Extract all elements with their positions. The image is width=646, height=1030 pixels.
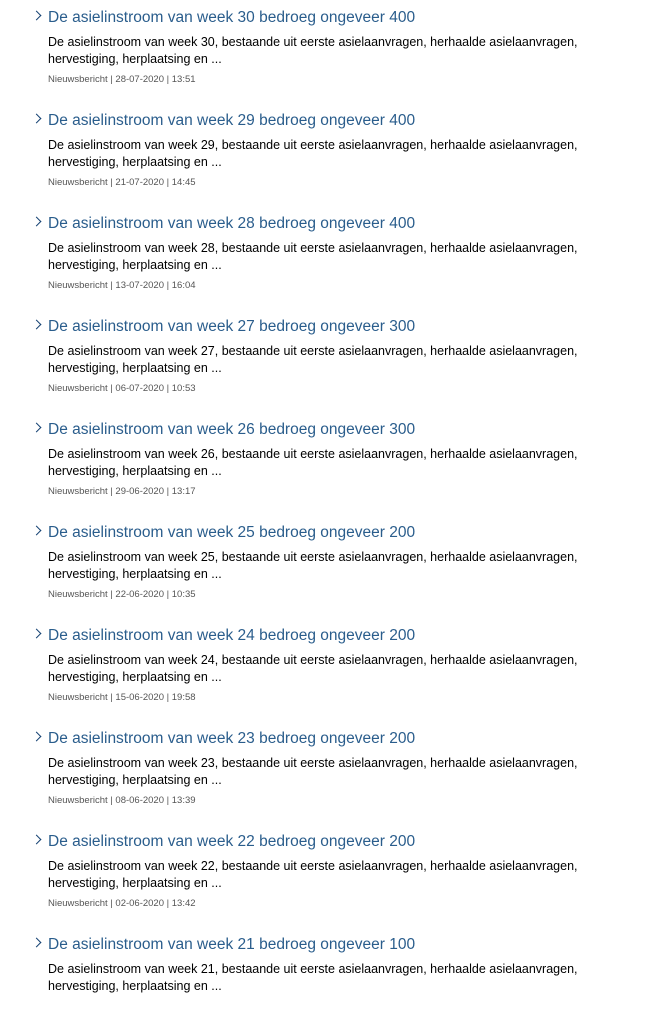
news-meta: Nieuwsbericht | 21-07-2020 | 14:45: [48, 177, 196, 188]
news-title-link[interactable]: De asielinstroom van week 21 bedroeg ongeveer 100: [48, 936, 416, 953]
list-item: [0, 927, 646, 1030]
news-meta: Nieuwsbericht | 06-07-2020 | 10:53: [48, 383, 196, 394]
news-summary: De asielinstroom van week 26, bestaande uit eerste asielaanvragen, herhaalde asielaanvragen, hervestiging, herplaatsing en ...: [48, 447, 578, 478]
chevron-right-icon: [32, 629, 42, 639]
news-summary: De asielinstroom van week 29, bestaande uit eerste asielaanvragen, herhaalde asielaanvragen, hervestiging, herplaatsing en ...: [48, 138, 578, 169]
news-summary: De asielinstroom van week 28, bestaande uit eerste asielaanvragen, herhaalde asielaanvragen, hervestiging, herplaatsing en ...: [48, 241, 578, 272]
news-summary: De asielinstroom van week 22, bestaande uit eerste asielaanvragen, herhaalde asielaanvragen, hervestiging, herplaatsing en ...: [48, 859, 578, 890]
news-meta: Nieuwsbericht | 22-06-2020 | 10:35: [48, 589, 196, 600]
news-summary: De asielinstroom van week 27, bestaande uit eerste asielaanvragen, herhaalde asielaanvragen, hervestiging, herplaatsing en ...: [48, 344, 578, 375]
list-item: [0, 309, 646, 412]
news-summary: De asielinstroom van week 25, bestaande uit eerste asielaanvragen, herhaalde asielaanvragen, hervestiging, herplaatsing en ...: [48, 550, 578, 581]
news-title-link[interactable]: De asielinstroom van week 26 bedroeg ongeveer 300: [48, 421, 416, 438]
news-meta: Nieuwsbericht | 08-06-2020 | 13:39: [48, 795, 196, 806]
chevron-right-icon: [32, 526, 42, 536]
news-title-link[interactable]: De asielinstroom van week 28 bedroeg ongeveer 400: [48, 215, 416, 232]
news-title-link[interactable]: De asielinstroom van week 22 bedroeg ongeveer 200: [48, 833, 416, 850]
news-title-link[interactable]: De asielinstroom van week 24 bedroeg ongeveer 200: [48, 627, 416, 644]
chevron-right-icon: [32, 320, 42, 330]
news-meta: Nieuwsbericht | 02-06-2020 | 13:42: [48, 898, 196, 909]
list-item: [0, 206, 646, 309]
news-summary: De asielinstroom van week 24, bestaande uit eerste asielaanvragen, herhaalde asielaanvragen, hervestiging, herplaatsing en ...: [48, 653, 578, 684]
news-meta: Nieuwsbericht | 28-07-2020 | 13:51: [48, 74, 196, 85]
news-title-link[interactable]: De asielinstroom van week 27 bedroeg ongeveer 300: [48, 318, 416, 335]
list-item: [0, 824, 646, 927]
news-title-link[interactable]: De asielinstroom van week 25 bedroeg ongeveer 200: [48, 524, 416, 541]
list-item: [0, 618, 646, 721]
chevron-right-icon: [32, 423, 42, 433]
chevron-right-icon: [32, 217, 42, 227]
list-item: [0, 0, 646, 103]
news-summary: De asielinstroom van week 30, bestaande uit eerste asielaanvragen, herhaalde asielaanvragen, hervestiging, herplaatsing en ...: [48, 35, 578, 66]
news-meta: Nieuwsbericht | 29-06-2020 | 13:17: [48, 486, 196, 497]
news-summary: De asielinstroom van week 21, bestaande uit eerste asielaanvragen, herhaalde asielaanvragen, hervestiging, herplaatsing en ...: [48, 962, 578, 993]
chevron-right-icon: [32, 835, 42, 845]
chevron-right-icon: [32, 11, 42, 21]
chevron-right-icon: [32, 938, 42, 948]
list-item: [0, 515, 646, 618]
news-title-link[interactable]: De asielinstroom van week 23 bedroeg ongeveer 200: [48, 730, 416, 747]
list-item: [0, 103, 646, 206]
news-meta: Nieuwsbericht | 15-06-2020 | 19:58: [48, 692, 196, 703]
news-title-link[interactable]: De asielinstroom van week 29 bedroeg ongeveer 400: [48, 112, 416, 129]
list-item: [0, 412, 646, 515]
news-title-link[interactable]: De asielinstroom van week 30 bedroeg ongeveer 400: [48, 9, 416, 26]
news-summary: De asielinstroom van week 23, bestaande uit eerste asielaanvragen, herhaalde asielaanvragen, hervestiging, herplaatsing en ...: [48, 756, 578, 787]
news-meta: Nieuwsbericht | 13-07-2020 | 16:04: [48, 280, 196, 291]
chevron-right-icon: [32, 114, 42, 124]
list-item: [0, 721, 646, 824]
chevron-right-icon: [32, 732, 42, 742]
